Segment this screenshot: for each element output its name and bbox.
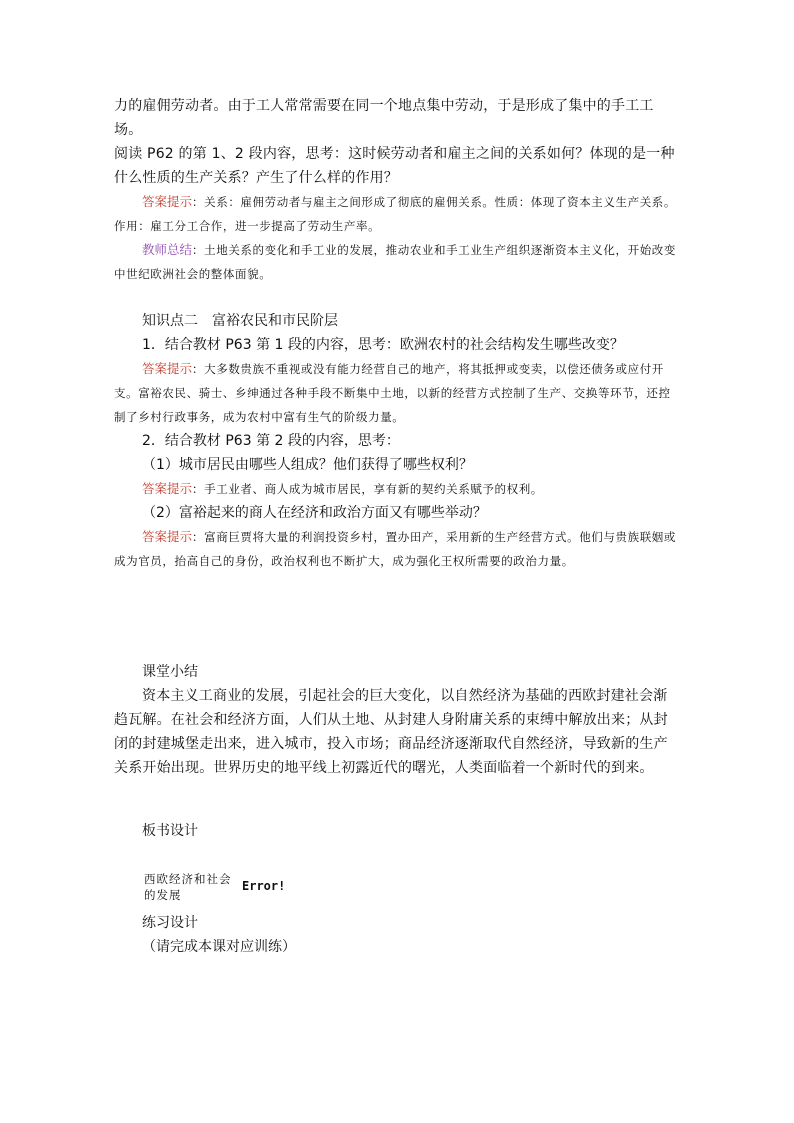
board-heading: 板书设计 [142, 823, 198, 839]
answer-text: ：关系：雇佣劳动者与雇主之间形成了彻底的雇佣关系。性质：体现了资本主义生产关系。作用：雇工分工合作，进一步提高了劳动生产率。 [114, 195, 677, 233]
class-summary [114, 660, 680, 780]
practice-text: （请完成本课对应训练） [142, 939, 296, 955]
question-2-2: （2）富裕起来的商人在经济和政治方面又有哪些举动？ [142, 505, 487, 521]
answer-2-2 [114, 525, 680, 573]
answer-2-1 [114, 477, 680, 501]
question-1: 1．结合教材 P63 第 1 段的内容，思考：欧洲农村的社会结构发生哪些改变？ [142, 337, 624, 353]
answer-label: 答案提示 [142, 481, 193, 496]
summary-heading: 课堂小结 [142, 664, 198, 680]
knowledge-point-2 [114, 309, 680, 573]
answer-label: 答案提示 [142, 194, 193, 209]
teacher-text: ：土地关系的变化和手工业的发展，推动农业和手工业生产组织逐渐资本主义化，开始改变中世纪欧洲社会的整体面貌。 [114, 243, 677, 281]
answer-label: 答案提示 [142, 361, 193, 376]
board-title-line-1: 西欧经济和社会 [144, 872, 232, 886]
intro-section [114, 94, 680, 286]
answer-label: 答案提示 [142, 529, 193, 544]
practice-section [114, 911, 680, 959]
answer-text: ：手工业者、商人成为城市居民，享有新的契约关系赋予的权利。 [192, 482, 543, 496]
section-heading: 知识点二 富裕农民和市民阶层 [142, 313, 338, 329]
question-2: 2．结合教材 P63 第 2 段的内容，思考： [142, 433, 400, 449]
answer-1 [114, 357, 680, 429]
intro-question: 阅读 P62 的第 1、2 段内容，思考：这时候劳动者和雇主之间的关系如何？体现的是一种什么性质的生产关系？产生了什么样的作用？ [114, 146, 675, 186]
board-error-text: Error! [242, 879, 286, 893]
board-design-heading-block [114, 819, 680, 843]
teacher-label: 教师总结 [142, 242, 193, 257]
board-title-line-2: 的发展 [144, 888, 182, 902]
answer-text: ：富商巨贾将大量的利润投资乡村，置办田产，采用新的生产经营方式。他们与贵族联姻或成为官员，抬高自己的身份，政治权利也不断扩大，成为强化王权所需要的政治力量。 [114, 530, 677, 568]
board-title [144, 871, 232, 903]
intro-paragraph-1: 力的雇佣劳动者。由于工人常常需要在同一个地点集中劳动，于是形成了集中的手工工场。 [114, 98, 654, 138]
answer-text: ：大多数贵族不重视或没有能力经营自己的地产，将其抵押或变卖，以偿还债务或应付开支。富裕农民、骑士、乡绅通过各种手段不断集中土地，以新的经营方式控制了生产、交换等环节，还控制了乡村行政事务，成为农村中富有生气的阶级力量。 [114, 362, 671, 424]
practice-heading: 练习设计 [142, 915, 198, 931]
summary-text: 资本主义工商业的发展，引起社会的巨大变化，以自然经济为基础的西欧封建社会渐趋瓦解。在社会和经济方面，人们从土地、从封建人身附庸关系的束缚中解放出来；从封闭的封建城堡走出来，进入城市，投入市场；商品经济逐渐取代自然经济，导致新的生产关系开始出现。世界历史的地平线上初露近代的曙光，人类面临着一个新时代的到来。 [114, 688, 668, 776]
teacher-summary [114, 238, 680, 286]
intro-answer [114, 190, 680, 238]
question-2-1: （1）城市居民由哪些人组成？他们获得了哪些权利？ [142, 457, 473, 473]
